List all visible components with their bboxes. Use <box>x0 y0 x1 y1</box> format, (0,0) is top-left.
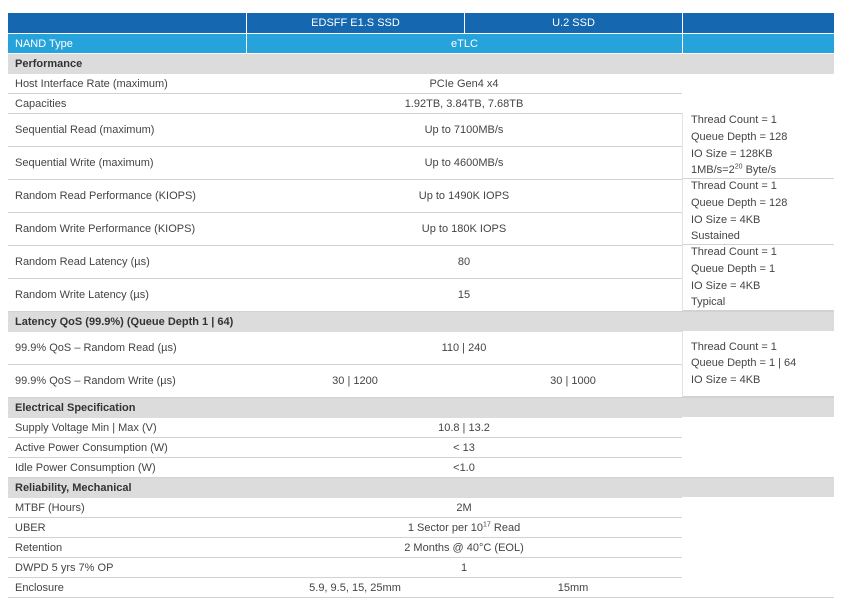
note-line: Sustained <box>691 230 740 243</box>
uber-suffix: Read <box>490 521 521 534</box>
row-label: Random Write Latency (µs) <box>15 289 149 301</box>
note-line: Thread Count = 1 <box>691 180 777 193</box>
nand-label: NAND Type <box>15 37 73 50</box>
note-qos <box>682 331 834 397</box>
note-latency <box>682 245 834 311</box>
header-e1s: EDSFF E1.S SSD <box>246 13 464 33</box>
note-unit-exponent: 20 <box>734 163 743 171</box>
notes-blank <box>682 497 834 597</box>
nand-row <box>8 34 834 54</box>
row-label: Sequential Write (maximum) <box>15 157 154 169</box>
row-label: Host Interface Rate (maximum) <box>15 77 168 90</box>
row-value: Up to 1490K IOPS <box>418 190 510 202</box>
note-line: Thread Count = 1 <box>691 246 777 259</box>
note-line: Thread Count = 1 <box>691 340 777 353</box>
uber-exponent: 17 <box>483 520 491 528</box>
row-value: 1 <box>460 561 468 574</box>
section-reliability <box>8 478 834 498</box>
row-value-u2: 30 | 1000 <box>550 375 596 387</box>
row-label: Retention <box>15 541 63 554</box>
note-line: Queue Depth = 1 | 64 <box>691 357 797 370</box>
note-unit-suffix: Byte/s <box>742 164 777 177</box>
note-line: IO Size = 4KB <box>691 373 761 386</box>
nand-value: eTLC <box>246 34 682 53</box>
row-value: 2 Months @ 40°C (EOL) <box>404 541 524 554</box>
row-label: Random Read Latency (µs) <box>15 256 150 268</box>
row-value <box>246 522 682 534</box>
row-label: 99.9% QoS – Random Write (µs) <box>15 375 176 387</box>
row-label: Active Power Consumption (W) <box>15 441 168 454</box>
row-value: <1.0 <box>453 461 475 474</box>
row-value-e1s: 30 | 1200 <box>332 375 378 387</box>
nand-notes <box>682 34 834 53</box>
section-title: Latency QoS (99.9%) (Queue Depth 1 | 64) <box>15 316 234 328</box>
section-title: Electrical Specification <box>15 402 136 414</box>
header-u2: U.2 SSD <box>464 13 682 33</box>
note-line: Queue Depth = 128 <box>691 196 788 209</box>
row-value: PCIe Gen4 x4 <box>429 77 499 90</box>
note-line <box>691 162 834 179</box>
uber-prefix: 1 Sector per 10 <box>407 521 484 534</box>
section-title: Performance <box>15 58 83 70</box>
row-value: 2M <box>456 501 472 514</box>
row-value: Up to 4600MB/s <box>424 157 504 169</box>
row-label: Supply Voltage Min | Max (V) <box>15 421 157 434</box>
row-value: 1.92TB, 3.84TB, 7.68TB <box>404 97 524 110</box>
row-label: Random Write Performance (KIOPS) <box>15 223 196 235</box>
row-label: Enclosure <box>15 581 64 594</box>
note-unit-prefix: 1MB/s=2 <box>691 164 735 177</box>
note-line: IO Size = 4KB <box>691 213 761 226</box>
note-sequential <box>682 113 834 179</box>
row-value-u2: 15mm <box>557 581 589 594</box>
row-label: Random Read Performance (KIOPS) <box>15 190 196 202</box>
row-label: Capacities <box>15 97 67 110</box>
row-value: 15 <box>457 289 471 301</box>
row-label: MTBF (Hours) <box>15 501 85 514</box>
row-label: Idle Power Consumption (W) <box>15 461 156 474</box>
note-line: Thread Count = 1 <box>691 114 777 127</box>
row-value: 10.8 | 13.2 <box>438 421 490 434</box>
spec-table <box>8 13 834 598</box>
note-line: Queue Depth = 128 <box>691 130 788 143</box>
section-title: Reliability, Mechanical <box>15 482 132 494</box>
notes-blank <box>682 75 834 113</box>
section-latency <box>8 312 834 332</box>
note-line: Queue Depth = 1 <box>691 262 776 275</box>
row-value: 110 | 240 <box>441 342 487 354</box>
section-electrical <box>8 398 834 418</box>
note-line: IO Size = 128KB <box>691 147 773 160</box>
row-label: UBER <box>15 521 46 534</box>
section-performance <box>8 54 834 74</box>
header-notes <box>682 13 834 33</box>
row-value: Up to 180K IOPS <box>421 223 507 235</box>
row-value: 80 <box>457 256 471 268</box>
notes-blank <box>682 417 834 477</box>
row-label: DWPD 5 yrs 7% OP <box>15 561 114 574</box>
row-value: Up to 7100MB/s <box>424 124 504 136</box>
note-line: IO Size = 4KB <box>691 279 761 292</box>
row-value: < 13 <box>453 441 475 454</box>
row-label: 99.9% QoS – Random Read (µs) <box>15 342 177 354</box>
note-random <box>682 179 834 245</box>
note-line: Typical <box>691 296 726 309</box>
row-value-e1s: 5.9, 9.5, 15, 25mm <box>309 581 401 594</box>
table-header <box>8 13 834 34</box>
row-label: Sequential Read (maximum) <box>15 124 155 136</box>
